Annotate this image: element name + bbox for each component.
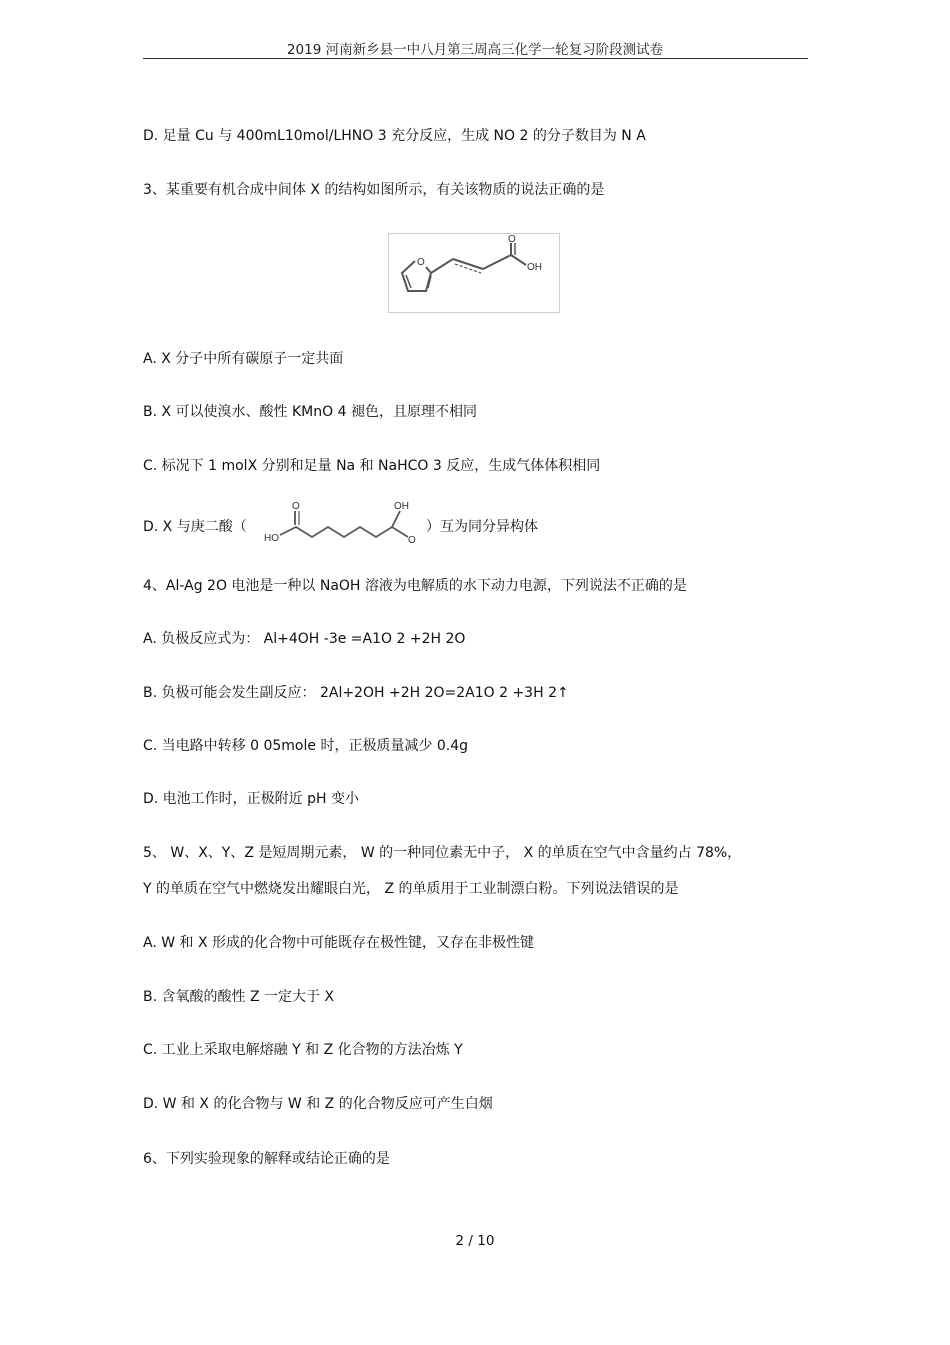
q6-stem: 6、下列实验现象的解释或结论正确的是 xyxy=(143,1151,390,1167)
q4-option-d: D. 电池工作时，正极附近 pH 变小 xyxy=(143,791,359,807)
q3-stem: 3、某重要有机合成中间体 X 的结构如图所示，有关该物质的说法正确的是 xyxy=(143,182,605,198)
pimelic-oh-right: OH xyxy=(394,501,409,512)
carbonyl-o-label: O xyxy=(508,234,516,245)
pimelic-acid-svg xyxy=(262,499,422,545)
q3-option-b: B. X 可以使溴水、酸性 KMnO 4 褪色，且原理不相同 xyxy=(143,404,477,420)
q4-option-b: B. 负极可能会发生副反应： 2Al+2OH +2H 2O=2A1O 2 +3H 2↑ xyxy=(143,685,569,701)
q4-option-c: C. 当电路中转移 0 05mole 时，正极质量减少 0.4g xyxy=(143,738,469,754)
q2-option-d: D. 足量 Cu 与 400mL10mol/LHNO 3 充分反应，生成 NO 2 的分子数目为 N A xyxy=(143,128,646,144)
q3-option-d-start: D. X 与庚二酸（ xyxy=(143,519,247,535)
q5-option-d: D. W 和 X 的化合物与 W 和 Z 的化合物反应可产生白烟 xyxy=(143,1096,493,1112)
q3-option-c: C. 标况下 1 molX 分别和足量 Na 和 NaHCO 3 反应，生成气体体积相同 xyxy=(143,458,601,474)
furan-o-label: O xyxy=(417,257,425,268)
acid-oh-label: OH xyxy=(527,262,542,273)
pimelic-oh-left: HO xyxy=(264,533,279,544)
header-rule xyxy=(143,58,808,59)
compound-x-svg xyxy=(388,233,560,313)
pimelic-o-right: O xyxy=(408,535,416,545)
q5-stem-line2: Y 的单质在空气中燃烧发出耀眼白光， Z 的单质用于工业制漂白粉。下列说法错误的是 xyxy=(143,881,679,897)
pimelic-o-left: O xyxy=(292,501,300,512)
q5-stem-line1: 5、 W、X、Y、Z 是短周期元素， W 的一种同位素无中子， X 的单质在空气中含量约占 78%， xyxy=(143,845,742,861)
page-number: 2 / 10 xyxy=(455,1233,495,1249)
compound-x-structure xyxy=(388,233,560,313)
q3-option-a: A. X 分子中所有碳原子一定共面 xyxy=(143,351,344,367)
q4-stem: 4、Al-Ag 2O 电池是一种以 NaOH 溶液为电解质的水下动力电源，下列说法不正确的是 xyxy=(143,578,687,594)
q4-option-a: A. 负极反应式为： Al+4OH -3e =A1O 2 +2H 2O xyxy=(143,631,466,647)
q5-option-b: B. 含氧酸的酸性 Z 一定大于 X xyxy=(143,989,335,1005)
page-header: 2019 河南新乡县一中八月第三周高三化学一轮复习阶段测试卷 xyxy=(286,42,664,58)
q3-option-d-end: ）互为同分异构体 xyxy=(426,519,538,535)
q5-option-a: A. W 和 X 形成的化合物中可能既存在极性键，又存在非极性键 xyxy=(143,935,535,951)
q5-option-c: C. 工业上采取电解熔融 Y 和 Z 化合物的方法冶炼 Y xyxy=(143,1042,463,1058)
pimelic-acid-structure xyxy=(262,499,422,545)
